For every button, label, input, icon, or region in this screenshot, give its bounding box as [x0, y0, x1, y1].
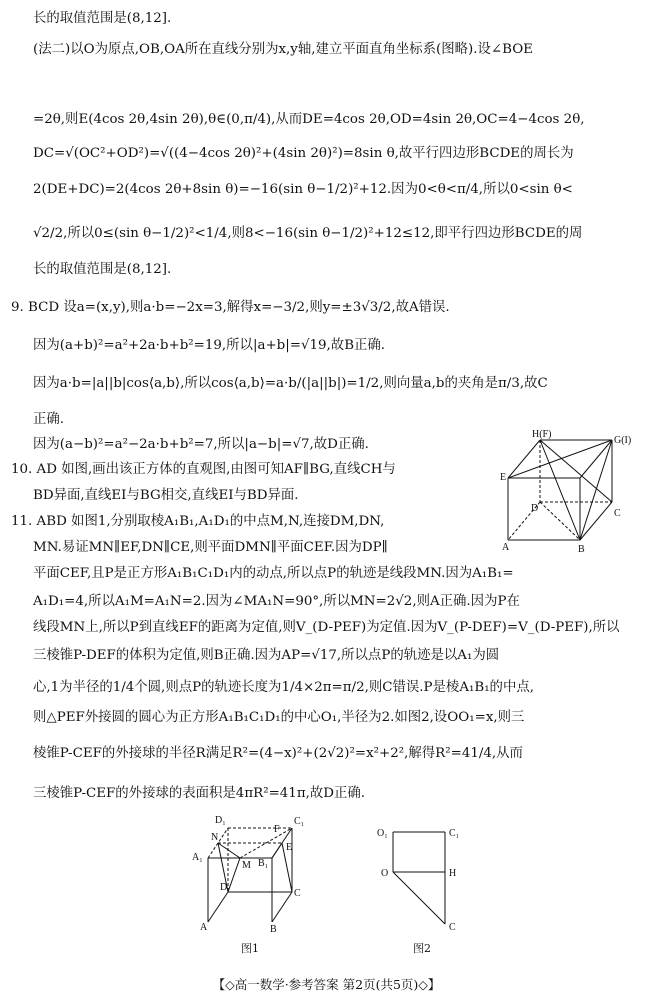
- text-line: 三棱锥P-CEF的外接球的表面积是4πR²=41π,故D正确.: [33, 786, 366, 801]
- label-M: M: [242, 860, 251, 871]
- label-A1: A₁: [192, 852, 203, 863]
- text-line: 三棱锥P-DEF的体积为定值,则B正确.因为AP=√17,所以点P的轨迹是以A₁为圆: [33, 648, 500, 663]
- text-line: =2θ,则E(4cos 2θ,4sin 2θ),θ∈(0,π/4),从而DE=4cos 2θ,OD=4sin 2θ,OC=4−4cos 2θ,: [33, 112, 585, 127]
- text-line: 因为(a+b)²=a²+2a·b+b²=19,所以|a+b|=√19,故B正确.: [33, 338, 386, 353]
- label-A: A: [200, 922, 208, 933]
- label-N: N: [211, 832, 219, 843]
- label-D1: D₁: [215, 815, 226, 826]
- label-C1: C₁: [294, 816, 305, 827]
- label-B1: B₁: [258, 858, 269, 869]
- text-line: 9. BCD 设a=(x,y),则a·b=−2x=3,解得x=−3/2,则y=±3√3/2,故A错误.: [11, 300, 450, 315]
- label-B: B: [270, 924, 277, 935]
- label-E: E: [500, 472, 507, 483]
- text-line: BD异面,直线EI与BG相交,直线EI与BD异面.: [33, 488, 299, 503]
- label-H: H: [449, 868, 457, 879]
- text-line: 则△PEF外接圆的圆心为正方形A₁B₁C₁D₁的中心O₁,半径为2.如图2,设OO₁=x,则三: [33, 710, 525, 725]
- label-A: A: [502, 542, 510, 553]
- text-line: √2/2,所以0≤(sin θ−1/2)²<1/4,则8<−16(sin θ−1/2)²+12≤12,即平行四边形BCDE的周: [33, 226, 583, 241]
- text-line: 心,1为半径的1/4个圆,则点P的轨迹长度为1/4×2π=π/2,则C错误.P是棱A₁B₁的中点,: [33, 680, 534, 695]
- label-B: B: [578, 544, 585, 553]
- figure-2-caption: 图2: [413, 942, 431, 955]
- cube-figure: [500, 428, 650, 553]
- text-line: 11. ABD 如图1,分别取棱A₁B₁,A₁D₁的中点M,N,连接DM,DN,: [11, 514, 385, 529]
- text-line: 平面CEF,且P是正方形A₁B₁C₁D₁内的动点,所以点P的轨迹是线段MN.因为A₁B₁=: [33, 566, 514, 581]
- text-line: 2(DE+DC)=2(4cos 2θ+8sin θ)=−16(sin θ−1/2)²+12.因为0<θ<π/4,所以0<sin θ<: [33, 182, 573, 197]
- text-line: A₁D₁=4,所以A₁M=A₁N=2.因为∠MA₁N=90°,所以MN=2√2,则A正确.因为P在: [33, 594, 520, 609]
- label-O: O: [381, 868, 389, 879]
- text-line: 长的取值范围是(8,12].: [33, 11, 172, 26]
- label-D: D: [220, 882, 228, 893]
- label-O1: O₁: [377, 828, 388, 839]
- figure-1-caption: 图1: [241, 942, 259, 955]
- label-D: D: [531, 503, 539, 514]
- label-C1: C₁: [449, 828, 460, 839]
- label-C: C: [449, 922, 456, 933]
- label-C: C: [294, 888, 301, 899]
- text-line: 因为(a−b)²=a²−2a·b+b²=7,所以|a−b|=√7,故D正确.: [33, 437, 369, 452]
- label-H: H(F): [532, 429, 552, 440]
- text-line: DC=√(OC²+OD²)=√((4−4cos 2θ)²+(4sin 2θ)²)=8sin θ,故平行四边形BCDE的周长为: [33, 146, 574, 161]
- text-line: MN.易证MN∥EF,DN∥CE,则平面DMN∥平面CEF.因为DP∥: [33, 540, 388, 555]
- figure-2: [375, 820, 475, 935]
- label-G: G(I): [614, 435, 632, 446]
- page-footer: 【◇高一数学·参考答案 第2页(共5页)◇】: [212, 977, 441, 992]
- label-C: C: [614, 508, 621, 519]
- text-line: 10. AD 如图,画出该正方体的直观图,由图可知AF∥BG,直线CH与: [11, 462, 396, 477]
- text-line: 棱锥P-CEF的外接球的半径R满足R²=(4−x)²+(2√2)²=x²+2²,解得R²=41/4,从而: [33, 746, 523, 761]
- text-line: 因为a·b=|a||b|cos⟨a,b⟩,所以cos⟨a,b⟩=a·b/(|a||b|)=1/2,则向量a,b的夹角是π/3,故C: [33, 376, 548, 391]
- text-line: 长的取值范围是(8,12].: [33, 262, 172, 277]
- text-line: 正确.: [33, 412, 65, 427]
- label-F: F: [274, 824, 280, 835]
- text-line: (法二)以O为原点,OB,OA所在直线分别为x,y轴,建立平面直角坐标系(图略).设∠BOE: [33, 42, 533, 57]
- text-line: 线段MN上,所以P到直线EF的距离为定值,则V_(D-PEF)为定值.因为V_(P-DEF)=V_(D-PEF),所以: [33, 620, 620, 635]
- figure-1: [188, 810, 318, 935]
- label-E: E: [286, 842, 293, 853]
